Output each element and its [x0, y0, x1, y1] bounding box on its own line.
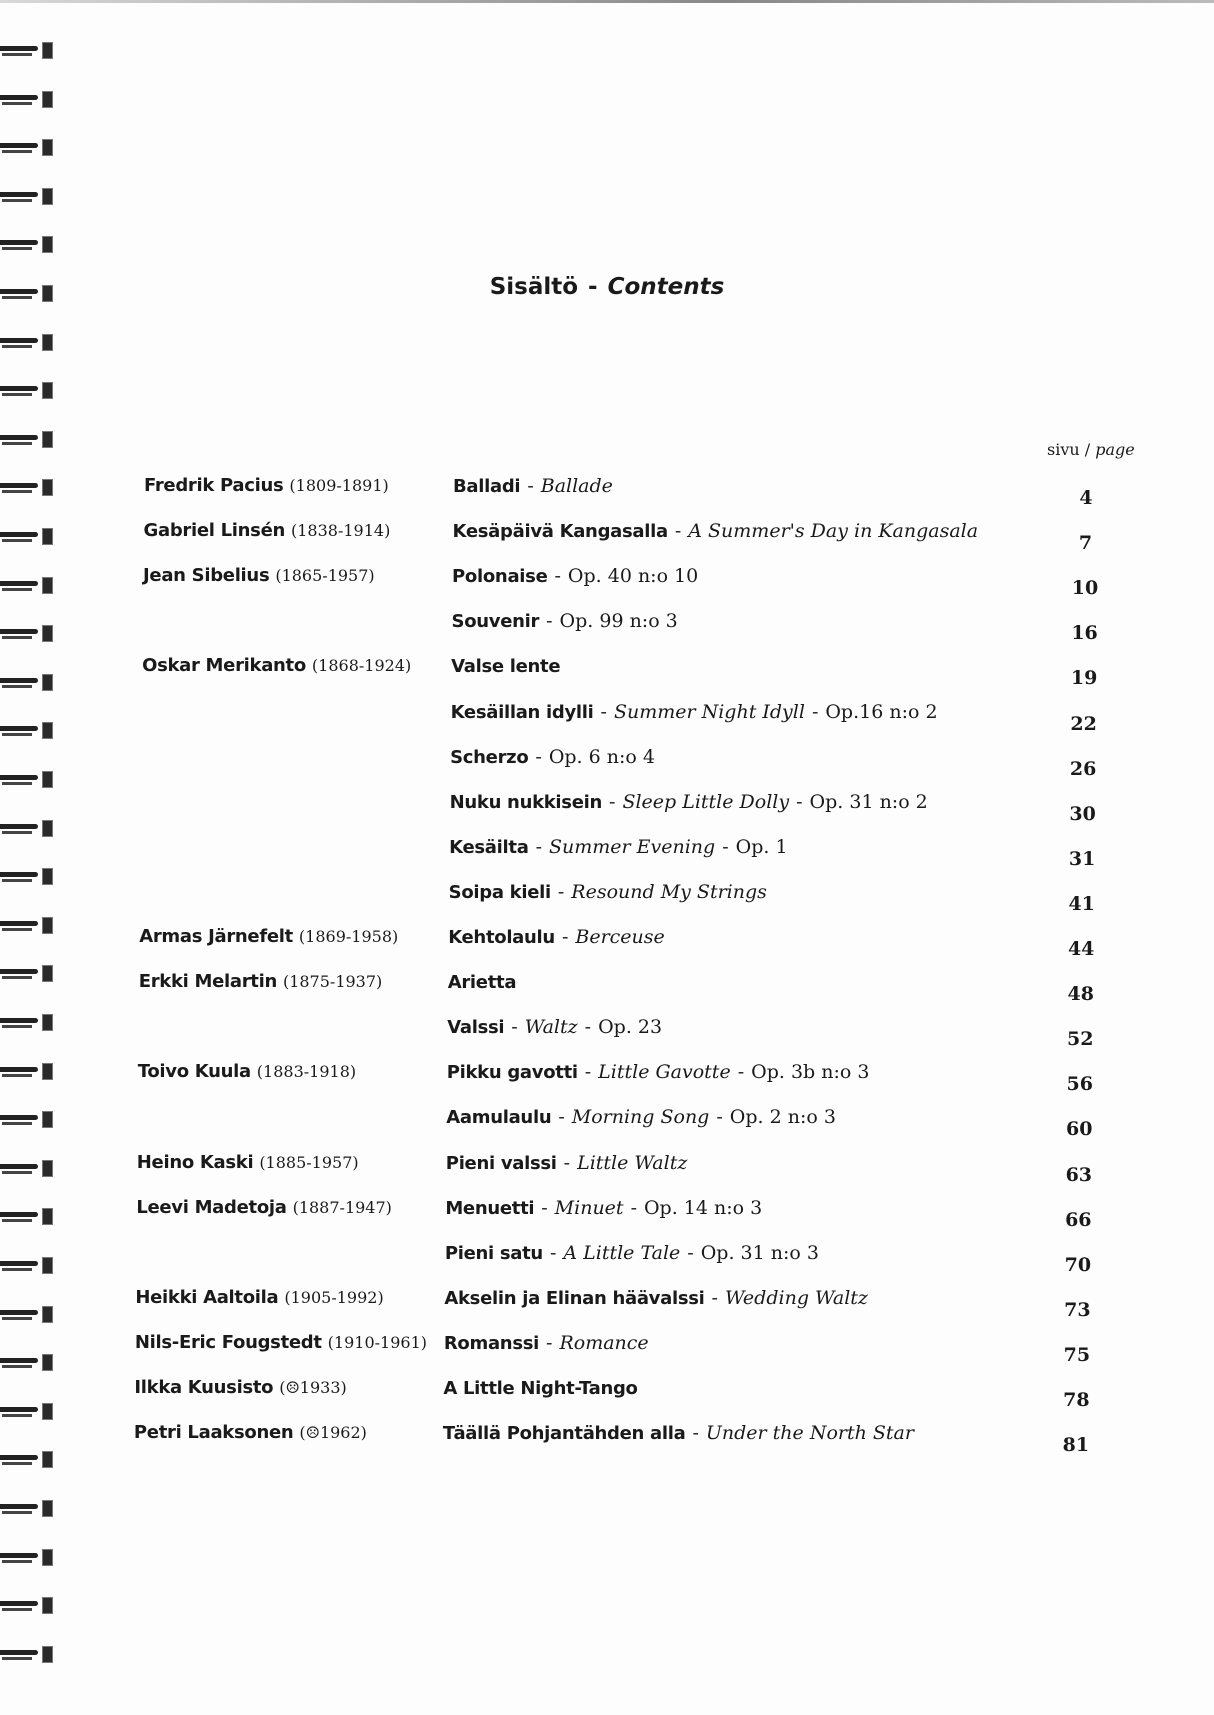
work-title [447, 1016, 662, 1038]
toc-entry [0, 655, 1214, 690]
composer-label: Toivo Kuula [137, 1061, 251, 1083]
page-number: 7 [1078, 532, 1093, 555]
work-title-finnish: Täällä Pohjantähden alla [442, 1423, 686, 1445]
work-title-english: Summer Evening [548, 835, 716, 858]
composer-name [135, 1332, 427, 1353]
toc-entry [0, 745, 1214, 780]
dash-separator: - [535, 745, 542, 768]
composer-name [137, 1152, 359, 1173]
spiral-coil [0, 1644, 56, 1666]
work-title [446, 1152, 688, 1174]
opus-number: Op. 40 n:o 10 [567, 565, 699, 588]
composer-label: Erkki Melartin [138, 971, 277, 993]
spiral-coil [0, 1449, 56, 1471]
work-title [451, 655, 560, 677]
dash-separator: - [811, 700, 819, 723]
page-number: 30 [1069, 802, 1096, 825]
work-title [452, 565, 698, 587]
page-number: 56 [1066, 1073, 1093, 1096]
dash-separator: - [563, 1151, 571, 1174]
composer-label: Heikki Aaltoila [135, 1286, 279, 1308]
composer-years: (1868-1924) [311, 656, 412, 676]
toc-entry [0, 1016, 1214, 1051]
dash-separator: - [674, 520, 682, 543]
work-title-finnish: Menuetti [445, 1197, 535, 1219]
work-title-finnish: Kesäillan idylli [450, 701, 594, 723]
page-number: 16 [1071, 622, 1098, 645]
work-title-english: Minuet [554, 1196, 624, 1219]
toc-entry [0, 1422, 1214, 1457]
dash-separator: - [796, 790, 803, 813]
dash-separator: - [535, 835, 542, 858]
opus-number: Op. 23 [598, 1016, 663, 1039]
spiral-coil [0, 40, 56, 62]
page-number: 41 [1068, 892, 1095, 915]
work-title-english: Ballade [540, 475, 613, 497]
work-title-finnish: A Little Night-Tango [443, 1378, 638, 1399]
work-title-finnish: Polonaise [452, 566, 548, 588]
composer-name [139, 971, 383, 992]
dash-separator: - [609, 790, 616, 813]
spiral-coil [0, 234, 56, 256]
dash-separator: - [687, 1241, 694, 1264]
work-title-finnish: Nuku nukkisein [449, 791, 603, 813]
spiral-coil [0, 89, 56, 111]
work-title-finnish: Balladi [453, 476, 521, 497]
spiral-coil [0, 186, 56, 208]
work-title-finnish: Kesäilta [449, 836, 529, 858]
toc-entry [0, 1241, 1214, 1276]
toc-entry [0, 520, 1214, 555]
dash-separator: - [630, 1196, 637, 1219]
dash-separator: - [561, 926, 569, 948]
page-number: 70 [1064, 1253, 1092, 1276]
work-title-english: Waltz [524, 1016, 578, 1039]
page-header-finnish: sivu [1047, 440, 1080, 459]
composer-name [138, 1061, 356, 1082]
work-title [450, 791, 928, 813]
work-title-finnish: Pieni satu [444, 1242, 543, 1264]
composer-label: Fredrik Pacius [144, 475, 284, 496]
page-number: 73 [1064, 1298, 1091, 1321]
toc-entry [0, 926, 1214, 960]
page-column-header [1047, 440, 1135, 459]
work-title [451, 701, 938, 723]
opus-number: Op. 14 n:o 3 [643, 1196, 763, 1219]
page-number: 63 [1065, 1163, 1093, 1186]
composer-name [134, 1377, 346, 1398]
composer-years: (1875-1937) [282, 972, 383, 992]
opus-number: Op. 99 n:o 3 [559, 610, 678, 633]
toc-entry [0, 1377, 1214, 1411]
work-title [444, 1332, 649, 1354]
toc-entry [0, 880, 1214, 915]
work-title [445, 1242, 819, 1264]
page-number: 66 [1065, 1208, 1092, 1231]
work-title [453, 520, 979, 542]
composer-name [144, 520, 391, 541]
composer-years: (1885-1957) [259, 1152, 359, 1172]
composer-name [134, 1422, 367, 1443]
spiral-coil [0, 380, 56, 402]
page-number: 75 [1063, 1343, 1091, 1366]
work-title-english: Sleep Little Dolly [622, 790, 790, 813]
work-title [448, 971, 516, 993]
work-title-finnish: Akselin ja Elinan häävalssi [444, 1287, 705, 1309]
dash-separator: - [600, 700, 607, 723]
composer-years: (1865-1957) [275, 566, 375, 586]
work-title [453, 475, 613, 497]
page-number: 60 [1066, 1118, 1093, 1141]
dash-separator: - [541, 1196, 548, 1219]
work-title [449, 836, 787, 858]
composer-years: (1869-1958) [298, 927, 399, 946]
work-title-finnish: Kesäpäivä Kangasalla [452, 521, 668, 543]
composer-name [144, 475, 389, 496]
work-title [448, 926, 665, 948]
toc-entry [0, 1331, 1214, 1366]
spiral-coil [0, 332, 56, 354]
page-header-separator: / [1079, 440, 1096, 459]
dash-separator: - [554, 565, 561, 588]
toc-entry [0, 610, 1214, 645]
work-title-finnish: Pikku gavotti [446, 1062, 578, 1084]
work-title-english: Summer Night Idyll [613, 700, 805, 723]
page-number: 4 [1079, 487, 1093, 509]
spiral-coil [0, 429, 56, 451]
composer-label: Gabriel Linsén [143, 520, 286, 542]
page-number: 81 [1062, 1434, 1090, 1457]
spiral-coil [0, 137, 56, 159]
opus-number: Op. 6 n:o 4 [548, 745, 655, 768]
work-title-english: A Summer's Day in Kangasala [688, 520, 979, 543]
work-title-english: Morning Song [571, 1106, 710, 1129]
page-number: 26 [1069, 757, 1097, 780]
composer-label: Nils-Eric Fougstedt [134, 1331, 322, 1353]
composer-name [142, 655, 411, 676]
page-header-english: page [1095, 440, 1135, 459]
page-number: 78 [1063, 1389, 1090, 1411]
opus-number: Op. 1 [735, 835, 788, 858]
title-finnish: Sisältö [489, 274, 579, 300]
dash-separator: - [711, 1286, 718, 1309]
title-separator: - [588, 274, 598, 300]
toc-entry [0, 835, 1214, 870]
opus-number: Op.16 n:o 2 [825, 700, 938, 723]
spiral-coil [0, 1498, 56, 1520]
dash-separator: - [546, 1331, 553, 1354]
work-title [450, 746, 655, 768]
spiral-coil [0, 1595, 56, 1617]
work-title-english: Wedding Waltz [724, 1286, 868, 1309]
page-number: 19 [1070, 667, 1098, 690]
work-title-finnish: Arietta [447, 972, 517, 994]
work-title-english: Little Waltz [577, 1151, 688, 1174]
work-title-finnish: Kehtolaulu [448, 927, 555, 948]
work-title-english: Romance [559, 1331, 649, 1354]
composer-label: Petri Laaksonen [133, 1422, 294, 1444]
opus-number: Op. 31 n:o 2 [809, 790, 928, 813]
work-title [452, 610, 678, 632]
work-title-english: Resound My Strings [571, 880, 767, 903]
toc-entry [0, 790, 1214, 825]
toc-entry [0, 1196, 1214, 1231]
work-title-finnish: Scherzo [450, 746, 529, 768]
dash-separator: - [692, 1422, 699, 1445]
page-title [0, 274, 1214, 300]
title-english: Contents [607, 274, 725, 300]
work-title [449, 881, 767, 903]
work-title-finnish: Romanssi [443, 1332, 540, 1354]
composer-name [143, 565, 375, 586]
work-title-finnish: Soipa kieli [448, 881, 551, 903]
work-title [443, 1377, 637, 1399]
composer-years: (1883-1918) [256, 1062, 357, 1082]
toc-entry [0, 1151, 1214, 1186]
dash-separator: - [557, 880, 565, 903]
opus-number: Op. 2 n:o 3 [729, 1106, 836, 1129]
toc-entry [0, 1106, 1214, 1141]
work-title-finnish: Aamulaulu [446, 1107, 552, 1129]
opus-number: Op. 3b n:o 3 [751, 1061, 870, 1084]
work-title [446, 1106, 836, 1128]
toc-entry [0, 700, 1214, 735]
page-number: 52 [1067, 1028, 1094, 1051]
work-title-finnish: Souvenir [451, 611, 540, 633]
composer-years: (1910-1961) [327, 1332, 427, 1352]
dash-separator: - [584, 1016, 592, 1039]
composer-label: Heino Kaski [136, 1151, 254, 1173]
dash-separator: - [527, 475, 534, 497]
dash-separator: - [511, 1016, 518, 1039]
work-title [443, 1422, 914, 1444]
work-title [444, 1287, 868, 1309]
dash-separator: - [558, 1106, 565, 1129]
toc-entry [0, 971, 1214, 1006]
work-title-finnish: Valse lente [451, 656, 561, 678]
toc-entry [0, 565, 1214, 600]
composer-label: Jean Sibelius [143, 565, 270, 587]
dash-separator: - [716, 1106, 723, 1129]
composer-years: (1887-1947) [292, 1197, 392, 1217]
work-title-english: Berceuse [575, 926, 665, 948]
composer-name [139, 926, 398, 947]
opus-number: Op. 31 n:o 3 [700, 1241, 819, 1264]
dash-separator: - [584, 1061, 592, 1084]
work-title [447, 1061, 870, 1083]
toc-entry [0, 475, 1214, 509]
toc-entry [0, 1061, 1214, 1096]
page-number: 22 [1070, 712, 1097, 735]
composer-name [136, 1197, 392, 1218]
composer-label: Oskar Merikanto [142, 655, 306, 677]
toc-entry [0, 1286, 1214, 1321]
composer-years: (☹1962) [299, 1423, 367, 1443]
page-number: 10 [1071, 577, 1099, 600]
composer-name [135, 1287, 383, 1308]
work-title-english: A Little Tale [563, 1241, 681, 1264]
composer-label: Ilkka Kuusisto [134, 1377, 274, 1398]
work-title-english: Little Gavotte [598, 1061, 731, 1084]
composer-years: (☹1933) [279, 1378, 347, 1397]
dash-separator: - [737, 1061, 745, 1084]
top-edge-line [0, 0, 1214, 3]
composer-years: (1905-1992) [284, 1287, 384, 1307]
composer-years: (1838-1914) [290, 521, 391, 541]
dash-separator: - [549, 1241, 557, 1264]
page-number: 48 [1067, 983, 1094, 1006]
dash-separator: - [546, 610, 553, 633]
spiral-coil [0, 1547, 56, 1569]
work-title-english: Under the North Star [705, 1422, 914, 1445]
composer-years: (1809-1891) [289, 476, 389, 495]
work-title-finnish: Pieni valssi [445, 1152, 557, 1174]
work-title [445, 1197, 762, 1219]
page-number: 31 [1068, 847, 1096, 870]
composer-label: Armas Järnefelt [139, 926, 293, 947]
work-title-finnish: Valssi [447, 1017, 505, 1039]
composer-label: Leevi Madetoja [136, 1196, 287, 1218]
page-number: 44 [1067, 938, 1095, 960]
dash-separator: - [722, 835, 729, 858]
